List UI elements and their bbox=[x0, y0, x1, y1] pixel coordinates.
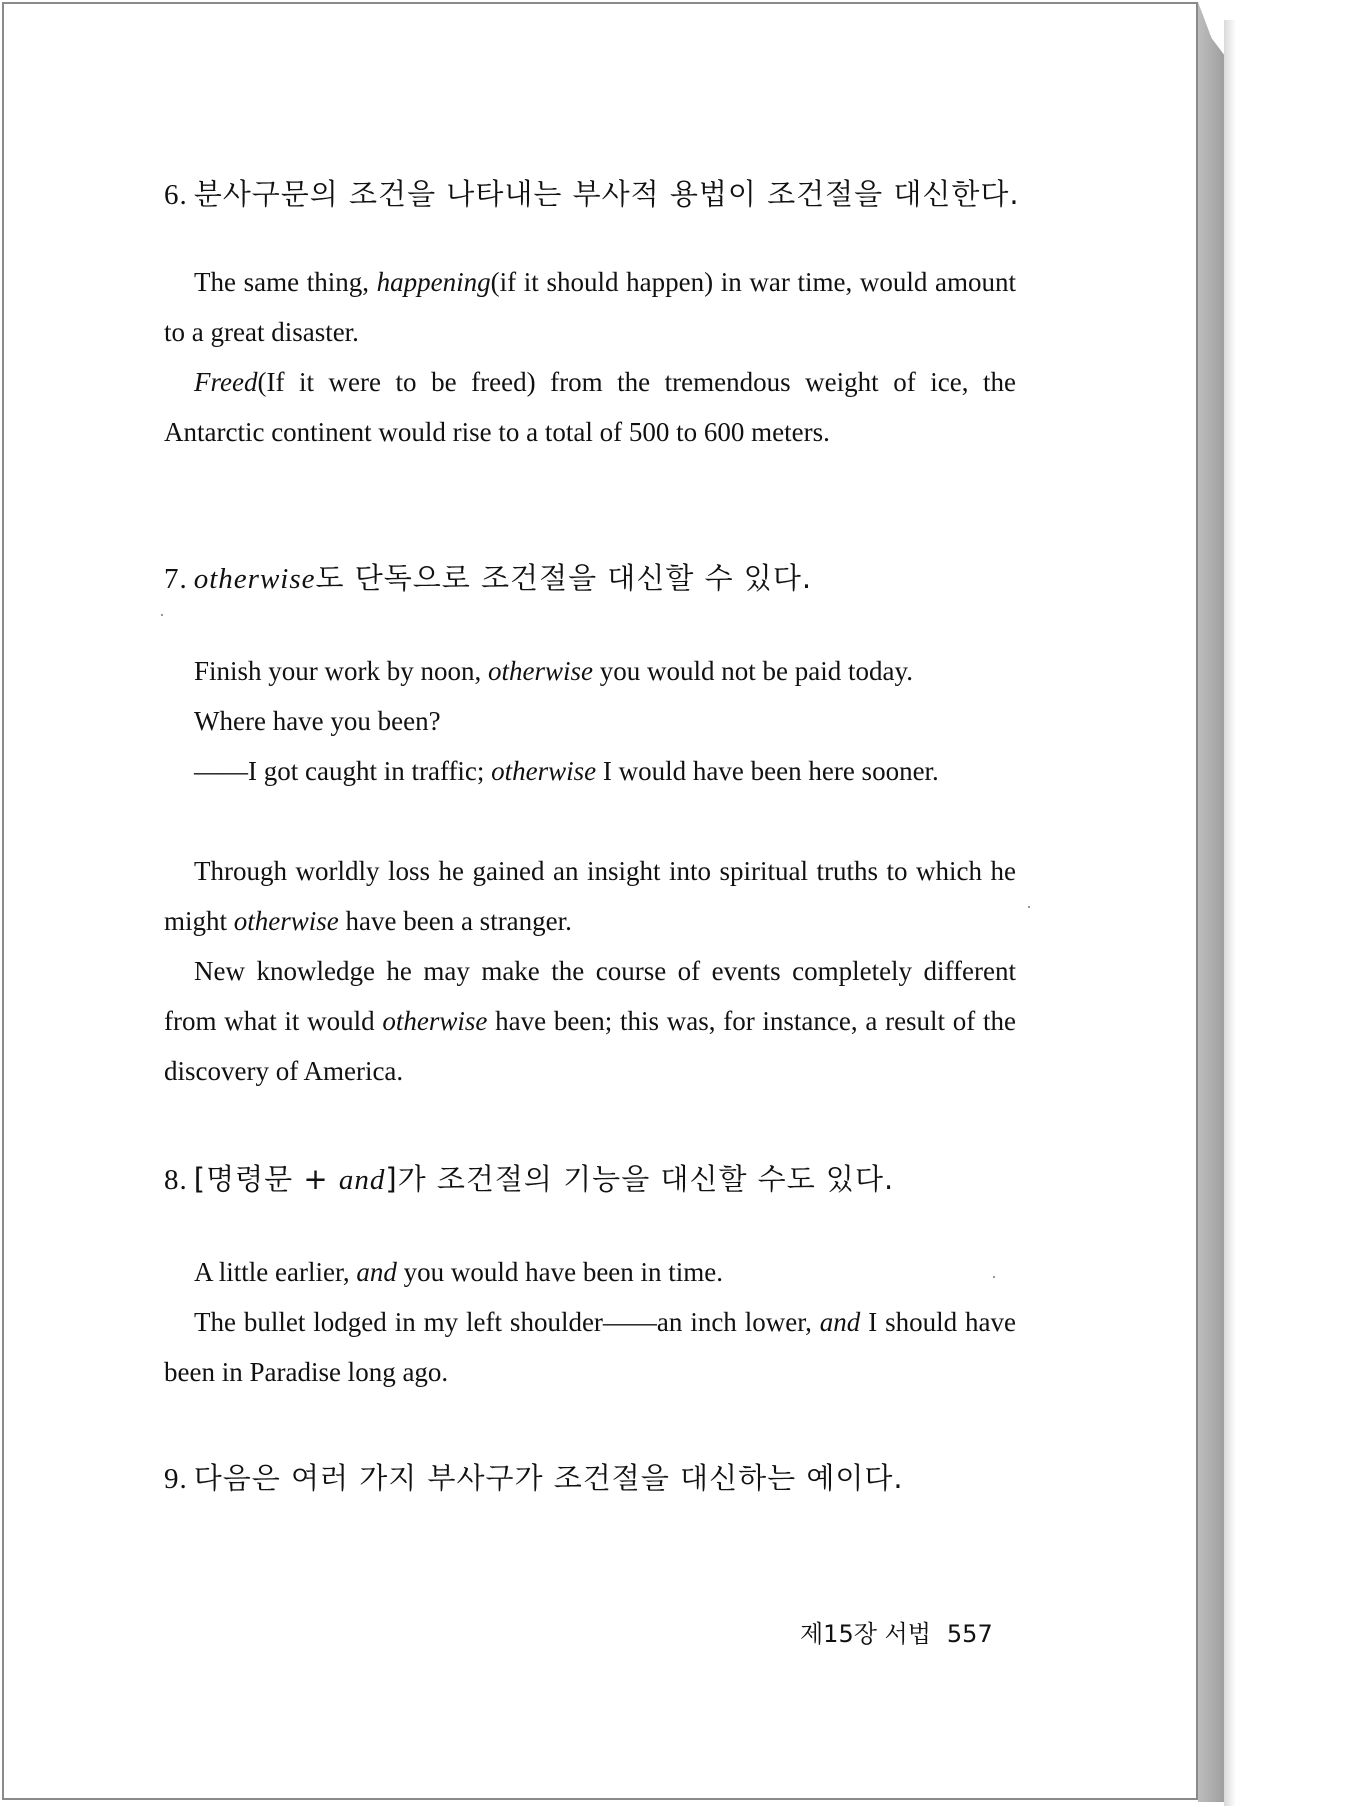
example-text: Where have you been? bbox=[194, 706, 441, 736]
example-paragraph bbox=[164, 357, 1016, 457]
example-paragraph bbox=[164, 746, 1016, 796]
example-paragraph bbox=[164, 257, 1016, 357]
example-text: The same thing, bbox=[194, 267, 377, 297]
example-text: Finish your work by noon, bbox=[194, 656, 489, 686]
section-number: 9. bbox=[164, 1463, 188, 1495]
example-paragraph bbox=[164, 1297, 1016, 1397]
example-emphasis: and bbox=[356, 1257, 397, 1287]
example-emphasis: otherwise bbox=[382, 1006, 488, 1036]
section-heading-prefix: [명령문 + bbox=[193, 1162, 339, 1196]
example-text: (If it were to be freed) from the tremendous weight of ice, the Antarctic continent would rise to a total of 500 to 600 meters. bbox=[164, 367, 1016, 447]
example-text: Through worldly loss he gained an insight into spiritual truths to which he might bbox=[164, 856, 1016, 936]
example-emphasis: and bbox=[819, 1307, 861, 1337]
example-text: I should have been in Paradise long ago. bbox=[164, 1307, 1016, 1387]
example-text: A little earlier, bbox=[194, 1257, 357, 1287]
example-paragraph bbox=[164, 946, 1016, 1096]
scan-speck bbox=[161, 614, 163, 616]
section-number: 6. bbox=[164, 179, 188, 211]
example-text: New knowledge he may make the course of events completely different from what it would bbox=[164, 956, 1016, 1036]
example-paragraph bbox=[164, 646, 1016, 696]
example-emphasis: happening bbox=[376, 267, 491, 297]
example-text: have been a stranger. bbox=[338, 906, 572, 936]
page-shadow bbox=[1224, 20, 1236, 1806]
scan-speck bbox=[993, 1276, 995, 1278]
section-7-heading bbox=[164, 556, 812, 597]
example-text: I would have been here sooner. bbox=[596, 756, 939, 786]
example-emphasis: Freed bbox=[194, 367, 258, 397]
page-number: 557 bbox=[946, 1620, 993, 1648]
section-9-heading bbox=[164, 1456, 904, 1497]
example-text: you would not be paid today. bbox=[593, 656, 913, 686]
section-heading-italic: and bbox=[338, 1164, 386, 1196]
example-text: ——I got caught in traffic; bbox=[194, 756, 492, 786]
section-heading-text: 도 단독으로 조건절을 대신할 수 있다. bbox=[315, 561, 813, 595]
example-text: (if it should happen) in war time, would amount to a great disaster. bbox=[164, 267, 1016, 347]
section-8-heading bbox=[164, 1157, 894, 1198]
example-paragraph bbox=[164, 846, 1016, 946]
example-emphasis: otherwise bbox=[233, 906, 339, 936]
example-text: you would have been in time. bbox=[396, 1257, 724, 1287]
example-text: The bullet lodged in my left shoulder——an inch lower, bbox=[194, 1307, 820, 1337]
scan-speck bbox=[1028, 906, 1030, 908]
example-text: have been; this was, for instance, a result of the discovery of America. bbox=[164, 1006, 1016, 1086]
section-number: 8. bbox=[164, 1164, 188, 1196]
example-paragraph bbox=[164, 696, 1016, 746]
section-heading-text: ]가 조건절의 기능을 대신할 수도 있다. bbox=[385, 1162, 895, 1196]
page-footer bbox=[800, 1614, 993, 1649]
example-emphasis: otherwise bbox=[488, 656, 594, 686]
chapter-title: 제15장 서법 bbox=[800, 1620, 931, 1648]
section-heading-text: 다음은 여러 가지 부사구가 조건절을 대신하는 예이다. bbox=[193, 1461, 904, 1495]
example-paragraph bbox=[164, 1247, 1016, 1297]
section-heading-text: 분사구문의 조건을 나타내는 부사적 용법이 조건절을 대신한다. bbox=[193, 177, 1020, 211]
section-heading-italic: otherwise bbox=[193, 563, 316, 595]
section-6-heading bbox=[164, 172, 1020, 213]
example-emphasis: otherwise bbox=[491, 756, 597, 786]
page-stack-edge bbox=[1198, 2, 1225, 1802]
section-number: 7. bbox=[164, 563, 188, 595]
